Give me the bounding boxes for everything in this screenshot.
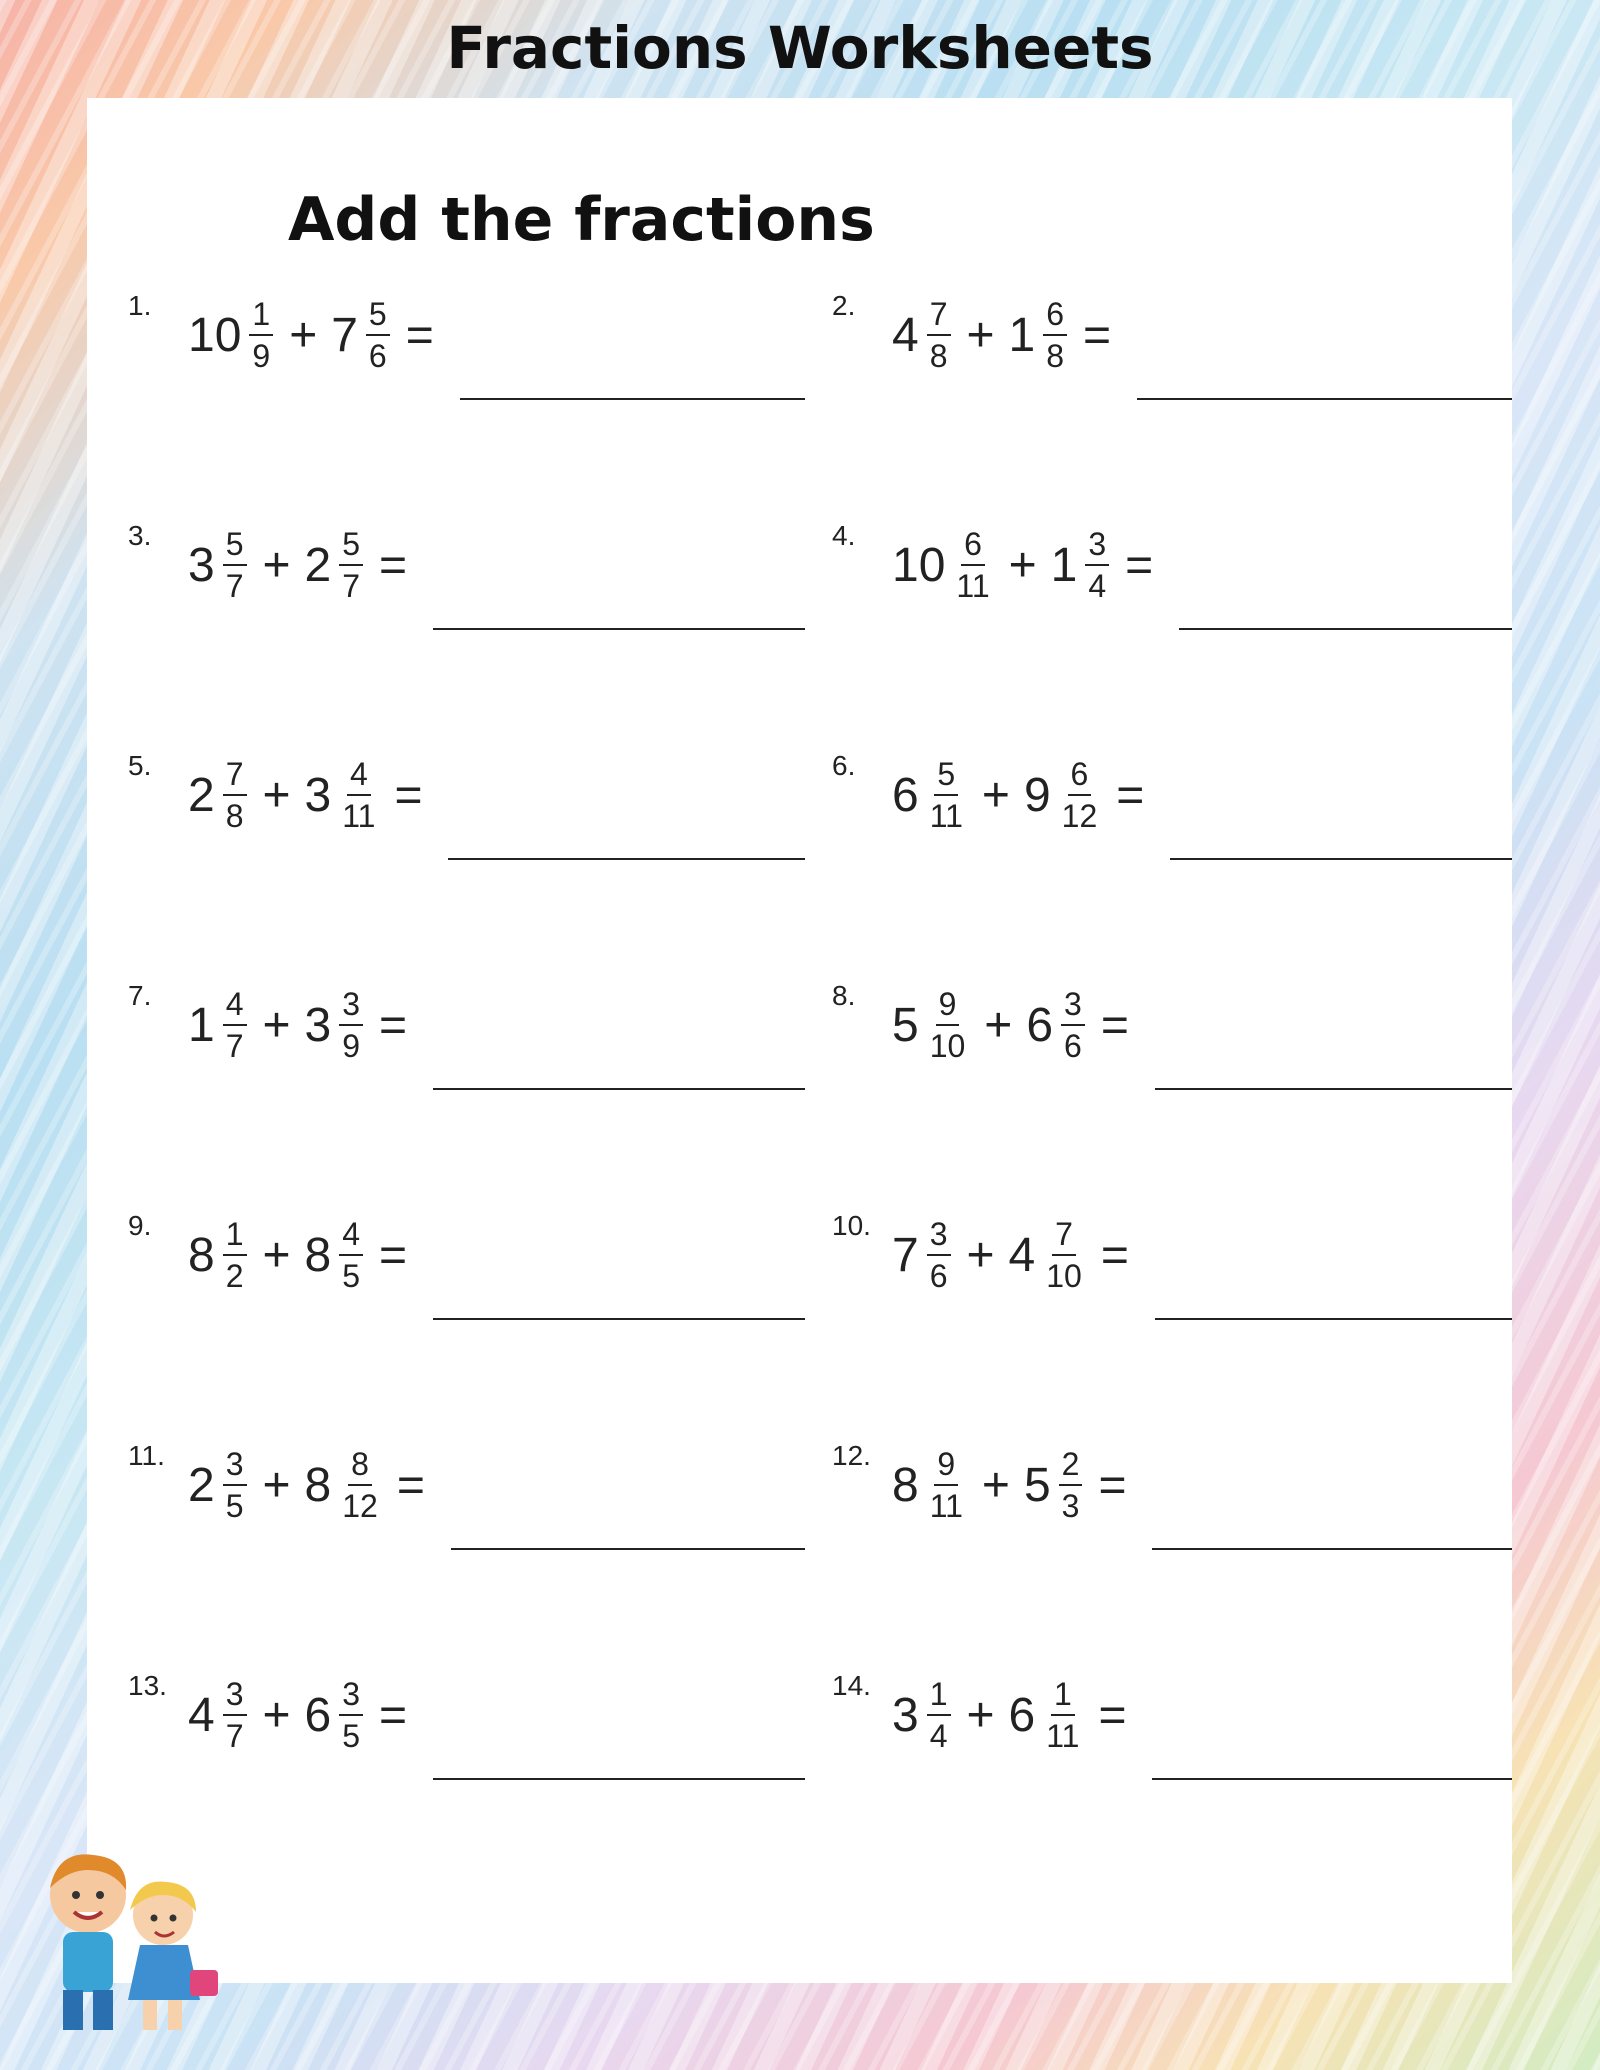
plus-sign: + [262, 998, 291, 1052]
whole-number: 8 [304, 1228, 332, 1282]
answer-blank[interactable] [1155, 1318, 1512, 1320]
numerator: 3 [339, 1678, 363, 1716]
equals-sign: = [396, 1458, 425, 1512]
denominator: 3 [1061, 1488, 1080, 1524]
problem-3 [128, 520, 805, 630]
denominator: 10 [929, 1028, 966, 1064]
whole-number: 2 [188, 768, 215, 822]
fraction [927, 988, 969, 1062]
fraction [339, 988, 363, 1062]
denominator: 11 [1046, 1718, 1080, 1754]
whole-number: 3 [188, 538, 215, 592]
numerator: 9 [936, 988, 960, 1026]
whole-number: 4 [892, 308, 919, 362]
equals-sign: = [379, 998, 408, 1052]
expression [892, 758, 1158, 832]
whole-number: 4 [1008, 1228, 1036, 1282]
numerator: 4 [339, 1218, 363, 1256]
denominator: 11 [956, 568, 990, 604]
problem-6 [832, 750, 1512, 860]
plus-sign: + [984, 998, 1013, 1052]
denominator: 8 [929, 338, 948, 374]
answer-blank[interactable] [1152, 1778, 1512, 1780]
kids-illustration-icon [18, 1840, 238, 2040]
problem-number: 11. [128, 1440, 165, 1471]
expression [188, 298, 448, 372]
plus-sign: + [262, 1688, 291, 1742]
whole-number: 4 [188, 1688, 215, 1742]
denominator: 4 [929, 1718, 948, 1754]
whole-number: 6 [304, 1688, 332, 1742]
equals-sign: = [1083, 308, 1112, 362]
expression [188, 528, 421, 602]
numerator: 8 [348, 1448, 372, 1486]
fraction [339, 758, 378, 832]
answer-blank[interactable] [1137, 398, 1512, 400]
equals-sign: = [379, 538, 408, 592]
equals-sign: = [405, 308, 434, 362]
numerator: 3 [223, 1678, 247, 1716]
equals-sign: = [1125, 538, 1154, 592]
fraction [223, 758, 247, 832]
fraction [927, 298, 951, 372]
denominator: 8 [1046, 338, 1065, 374]
fraction [927, 1678, 951, 1752]
problem-number: 12. [832, 1440, 871, 1471]
numerator: 7 [223, 758, 247, 796]
problem-number: 6. [832, 750, 856, 781]
denominator: 5 [342, 1718, 361, 1754]
equals-sign: = [379, 1228, 408, 1282]
fraction [1085, 528, 1109, 602]
whole-number: 5 [892, 998, 919, 1052]
denominator: 5 [225, 1488, 244, 1524]
problem-number: 1. [128, 290, 152, 321]
whole-number: 10 [188, 308, 242, 362]
page-title: Fractions Worksheets [446, 14, 1154, 82]
denominator: 6 [1064, 1028, 1082, 1064]
numerator: 3 [339, 988, 363, 1026]
whole-number: 2 [188, 1458, 215, 1512]
answer-blank[interactable] [433, 1318, 805, 1320]
whole-number: 3 [304, 998, 332, 1052]
numerator: 4 [223, 988, 247, 1026]
numerator: 1 [223, 1218, 247, 1256]
answer-blank[interactable] [451, 1548, 805, 1550]
numerator: 7 [927, 298, 951, 336]
answer-blank[interactable] [433, 628, 805, 630]
fraction [927, 1218, 951, 1292]
fraction [927, 758, 966, 832]
expression [188, 1218, 421, 1292]
denominator: 12 [342, 1488, 378, 1524]
denominator: 7 [225, 568, 244, 604]
denominator: 6 [929, 1258, 948, 1294]
fraction [339, 1448, 381, 1522]
denominator: 7 [225, 1718, 244, 1754]
expression [188, 758, 436, 832]
answer-blank[interactable] [1170, 858, 1512, 860]
fraction [927, 1448, 966, 1522]
whole-number: 10 [892, 538, 946, 592]
equals-sign: = [1100, 1228, 1129, 1282]
plus-sign: + [1008, 538, 1037, 592]
problem-2 [832, 290, 1512, 400]
numerator: 1 [1051, 1678, 1075, 1716]
denominator: 12 [1061, 798, 1098, 834]
denominator: 2 [225, 1258, 244, 1294]
whole-number: 3 [304, 768, 332, 822]
answer-blank[interactable] [460, 398, 805, 400]
fraction [1059, 758, 1101, 832]
plus-sign: + [981, 768, 1010, 822]
denominator: 7 [225, 1028, 244, 1064]
expression [188, 1448, 439, 1522]
fraction [223, 1448, 247, 1522]
equals-sign: = [1116, 768, 1145, 822]
numerator: 3 [927, 1218, 951, 1256]
fraction [339, 1218, 363, 1292]
problem-8 [832, 980, 1512, 1090]
problem-number: 5. [128, 750, 152, 781]
problem-number: 14. [832, 1670, 871, 1701]
plus-sign: + [966, 1228, 995, 1282]
fraction [249, 298, 273, 372]
denominator: 9 [342, 1028, 361, 1064]
whole-number: 7 [331, 308, 358, 362]
equals-sign: = [1100, 998, 1129, 1052]
numerator: 3 [1085, 528, 1109, 566]
fraction [1059, 1448, 1083, 1522]
whole-number: 8 [188, 1228, 215, 1282]
equals-sign: = [1098, 1458, 1127, 1512]
plus-sign: + [289, 308, 318, 362]
equals-sign: = [394, 768, 423, 822]
whole-number: 8 [304, 1458, 332, 1512]
denominator: 11 [929, 1488, 963, 1524]
equals-sign: = [379, 1688, 408, 1742]
whole-number: 2 [304, 538, 332, 592]
fraction [366, 298, 390, 372]
whole-number: 5 [1023, 1458, 1051, 1512]
numerator: 1 [927, 1678, 951, 1716]
denominator: 11 [342, 798, 376, 834]
whole-number: 6 [892, 768, 919, 822]
numerator: 4 [347, 758, 371, 796]
plus-sign: + [966, 308, 995, 362]
problem-9 [128, 1210, 805, 1320]
plus-sign: + [966, 1688, 995, 1742]
problem-11 [128, 1440, 805, 1550]
numerator: 5 [339, 528, 363, 566]
numerator: 2 [1059, 1448, 1083, 1486]
whole-number: 1 [1050, 538, 1078, 592]
problem-5 [128, 750, 805, 860]
whole-number: 3 [892, 1688, 919, 1742]
whole-number: 9 [1023, 768, 1051, 822]
numerator: 3 [223, 1448, 247, 1486]
problem-12 [832, 1440, 1512, 1550]
denominator: 6 [368, 338, 387, 374]
numerator: 1 [249, 298, 273, 336]
expression [892, 1218, 1143, 1292]
numerator: 9 [934, 1448, 958, 1486]
plus-sign: + [262, 1228, 291, 1282]
denominator: 5 [342, 1258, 361, 1294]
answer-blank[interactable] [1155, 1088, 1512, 1090]
problem-number: 8. [832, 980, 856, 1011]
whole-number: 8 [892, 1458, 919, 1512]
fraction [223, 1218, 247, 1292]
numerator: 3 [1061, 988, 1085, 1026]
fraction [1061, 988, 1085, 1062]
whole-number: 6 [1026, 998, 1054, 1052]
plus-sign: + [262, 1458, 291, 1512]
fraction [339, 528, 363, 602]
fraction [339, 1678, 363, 1752]
denominator: 10 [1046, 1258, 1082, 1294]
problem-1 [128, 290, 805, 400]
problem-14 [832, 1670, 1512, 1780]
answer-blank[interactable] [448, 858, 805, 860]
equals-sign: = [1098, 1688, 1127, 1742]
denominator: 11 [929, 798, 963, 834]
problem-4 [832, 520, 1512, 630]
expression [892, 988, 1143, 1062]
fraction [1043, 1218, 1085, 1292]
problem-10 [832, 1210, 1512, 1320]
problem-number: 3. [128, 520, 152, 551]
expression [892, 528, 1167, 602]
fraction [223, 528, 247, 602]
numerator: 5 [366, 298, 390, 336]
numerator: 6 [1068, 758, 1092, 796]
fraction [1043, 1678, 1082, 1752]
problem-number: 7. [128, 980, 152, 1011]
problem-13 [128, 1670, 805, 1780]
problem-7 [128, 980, 805, 1090]
numerator: 6 [961, 528, 985, 566]
numerator: 6 [1043, 298, 1067, 336]
denominator: 8 [225, 798, 244, 834]
denominator: 4 [1088, 568, 1107, 604]
expression [892, 1448, 1140, 1522]
problem-number: 4. [832, 520, 856, 551]
numerator: 5 [223, 528, 247, 566]
answer-blank[interactable] [1152, 1548, 1512, 1550]
answer-blank[interactable] [1179, 628, 1512, 630]
problem-number: 2. [832, 290, 856, 321]
fraction [223, 988, 247, 1062]
whole-number: 1 [188, 998, 215, 1052]
whole-number: 6 [1008, 1688, 1036, 1742]
fraction [953, 528, 992, 602]
expression [892, 1678, 1140, 1752]
problem-number: 13. [128, 1670, 167, 1701]
denominator: 9 [252, 338, 271, 374]
whole-number: 7 [892, 1228, 919, 1282]
numerator: 5 [934, 758, 958, 796]
instruction-heading: Add the fractions [288, 185, 875, 255]
plus-sign: + [262, 538, 291, 592]
denominator: 7 [342, 568, 361, 604]
problem-number: 10. [832, 1210, 871, 1241]
numerator: 7 [1052, 1218, 1076, 1256]
answer-blank[interactable] [433, 1778, 805, 1780]
expression [188, 988, 421, 1062]
whole-number: 1 [1008, 308, 1036, 362]
fraction [1043, 298, 1067, 372]
expression [892, 298, 1125, 372]
plus-sign: + [981, 1458, 1010, 1512]
plus-sign: + [262, 768, 291, 822]
problem-number: 9. [128, 1210, 152, 1241]
expression [188, 1678, 421, 1752]
answer-blank[interactable] [433, 1088, 805, 1090]
fraction [223, 1678, 247, 1752]
